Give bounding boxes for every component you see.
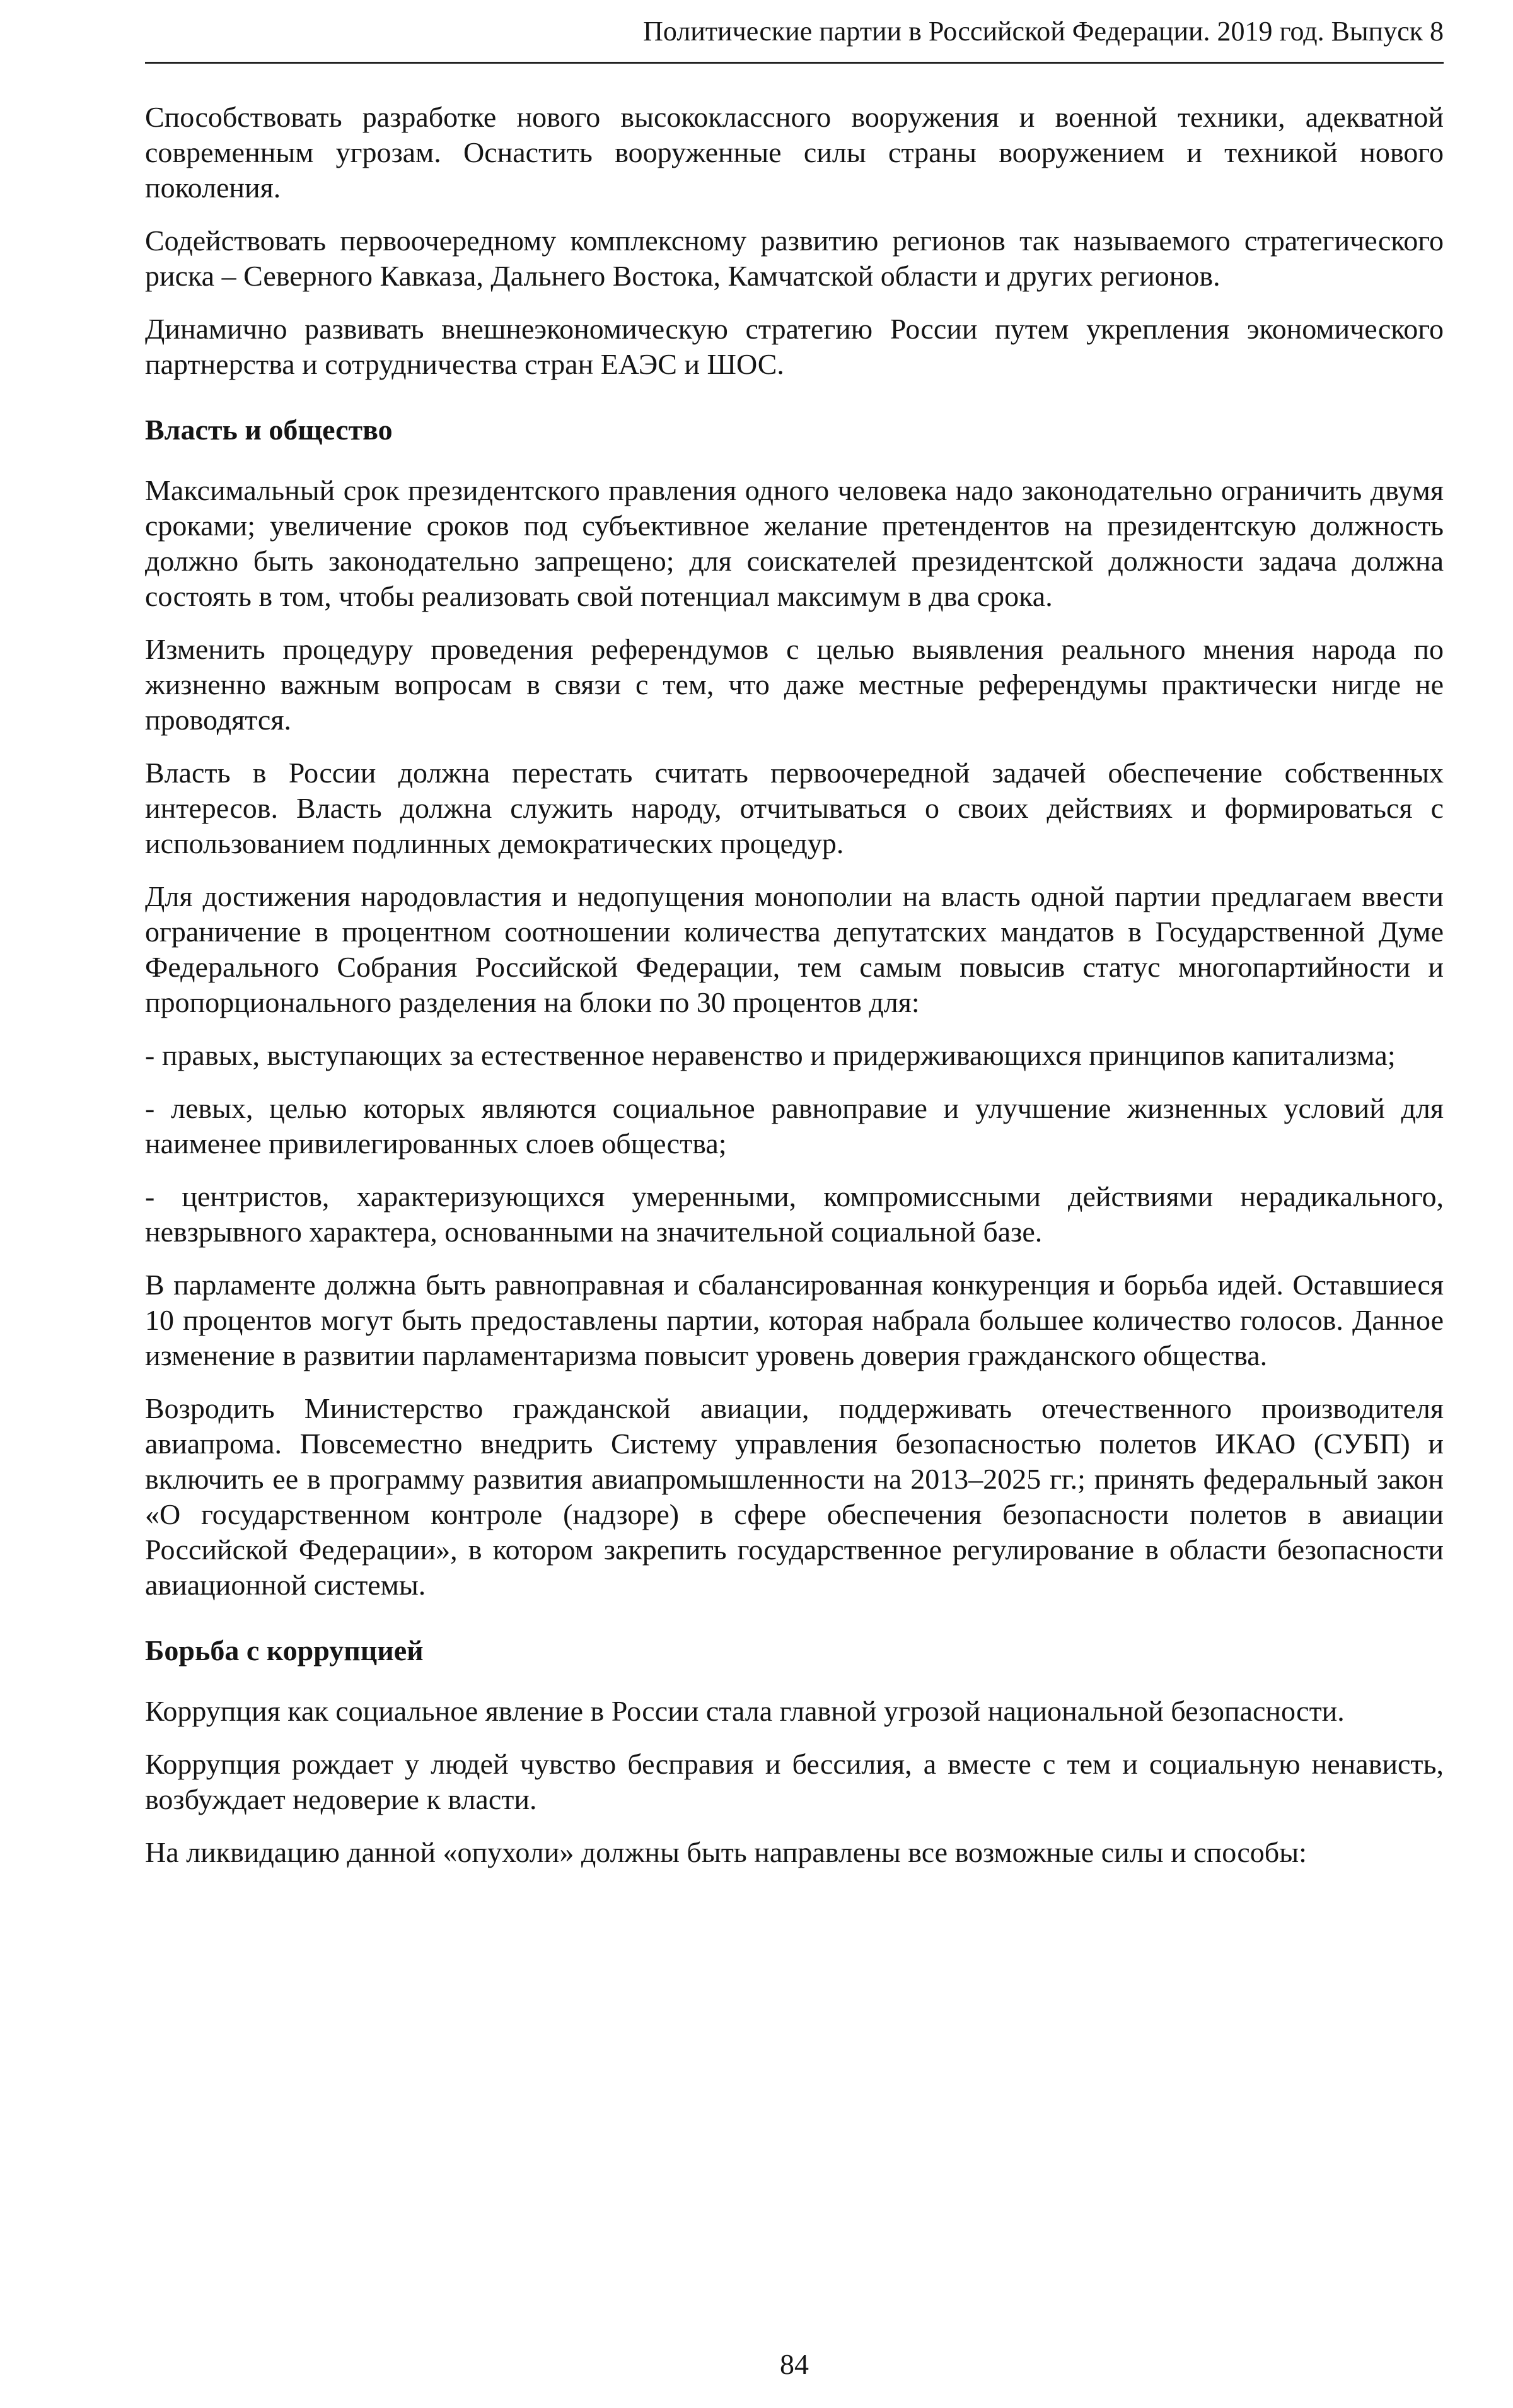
page-number: 84 xyxy=(780,2348,809,2380)
list-item: - левых, целью которых являются социальное равноправие и улучшение жизненных условий для наименее привилегированных слоев общества; xyxy=(145,1092,1444,1160)
paragraph: Содействовать первоочередному комплексному развитию регионов так называемого стратегического риска – Северного Кавказа, Дальнего Востока, Камчатской области и других регионов. xyxy=(145,224,1444,292)
section-heading-power-and-society: Власть и общество xyxy=(145,414,393,446)
paragraph: Власть в России должна перестать считать первоочередной задачей обеспечение собственных интересов. Власть должна служить народу, отчитываться о своих действиях и формироваться с использованием подлинных демократических процедур. xyxy=(145,757,1444,859)
paragraph: Способствовать разработке нового высококлассного вооружения и военной техники, адекватной современным угрозам. Оснастить вооруженные силы страны вооружением и техникой нового поколения. xyxy=(145,101,1444,204)
list-item: - центристов, характеризующихся умеренными, компромиссными действиями нерадикального, невзрывного характера, основанными на значительной социальной базе. xyxy=(145,1180,1444,1248)
page-content xyxy=(145,100,1444,1888)
paragraph: Коррупция рождает у людей чувство бесправия и бессилия, а вместе с тем и социальную ненависть, возбуждает недоверие к власти. xyxy=(145,1748,1444,1815)
paragraph: На ликвидацию данной «опухоли» должны быть направлены все возможные силы и способы: xyxy=(145,1836,1307,1868)
paragraph: Для достижения народовластия и недопущения монополии на власть одной партии предлагаем ввести ограничение в процентном соотношении количества депутатских мандатов в Государственной Думе Федерального Собрания Российской Федерации, тем самым повысив статус многопартийности и пропорционального разделения на блоки по 30 процентов для: xyxy=(145,880,1444,1018)
paragraph: Динамично развивать внешнеэкономическую стратегию России путем укрепления экономического партнерства и сотрудничества стран ЕАЭС и ШОС. xyxy=(145,313,1444,380)
paragraph: Изменить процедуру проведения референдумов с целью выявления реального мнения народа по жизненно важным вопросам в связи с тем, что даже местные референдумы практически нигде не проводятся. xyxy=(145,633,1444,736)
header-divider xyxy=(145,62,1444,64)
paragraph: Максимальный срок президентского правления одного человека надо законодательно ограничить двумя сроками; увеличение сроков под субъективное желание претендентов на президентскую должность должно быть законодательно запрещено; для соискателей президентской должности задача должна состоять в том, чтобы реализовать свой потенциал максимум в два срока. xyxy=(145,474,1444,612)
paragraph: Возродить Министерство гражданской авиации, поддерживать отечественного производителя авиапрома. Повсеместно внедрить Систему управления безопасностью полетов ИКАО (СУБП) и включить ее в программу развития авиапромышленности на 2013–2025 гг.; принять федеральный закон «О государственном контроле (надзоре) в сфере обеспечения безопасности полетов в авиации Российской Федерации», в котором закрепить государственное регулирование в области безопасности авиационной системы. xyxy=(145,1392,1444,1601)
document-page xyxy=(145,0,1444,2408)
section-heading-anti-corruption: Борьба с коррупцией xyxy=(145,1634,424,1666)
paragraph: В парламенте должна быть равноправная и сбалансированная конкуренция и борьба идей. Оставшиеся 10 процентов могут быть предоставлены партии, которая набрала большее количество голосов. Данное изменение в развитии парламентаризма повысит уровень доверия гражданского общества. xyxy=(145,1269,1444,1371)
running-header: Политические партии в Российской Федерации. 2019 год. Выпуск 8 xyxy=(643,16,1444,47)
paragraph: Коррупция как социальное явление в России стала главной угрозой национальной безопасности. xyxy=(145,1695,1345,1727)
list-item: - правых, выступающих за естественное неравенство и придерживающихся принципов капитализма; xyxy=(145,1039,1396,1071)
